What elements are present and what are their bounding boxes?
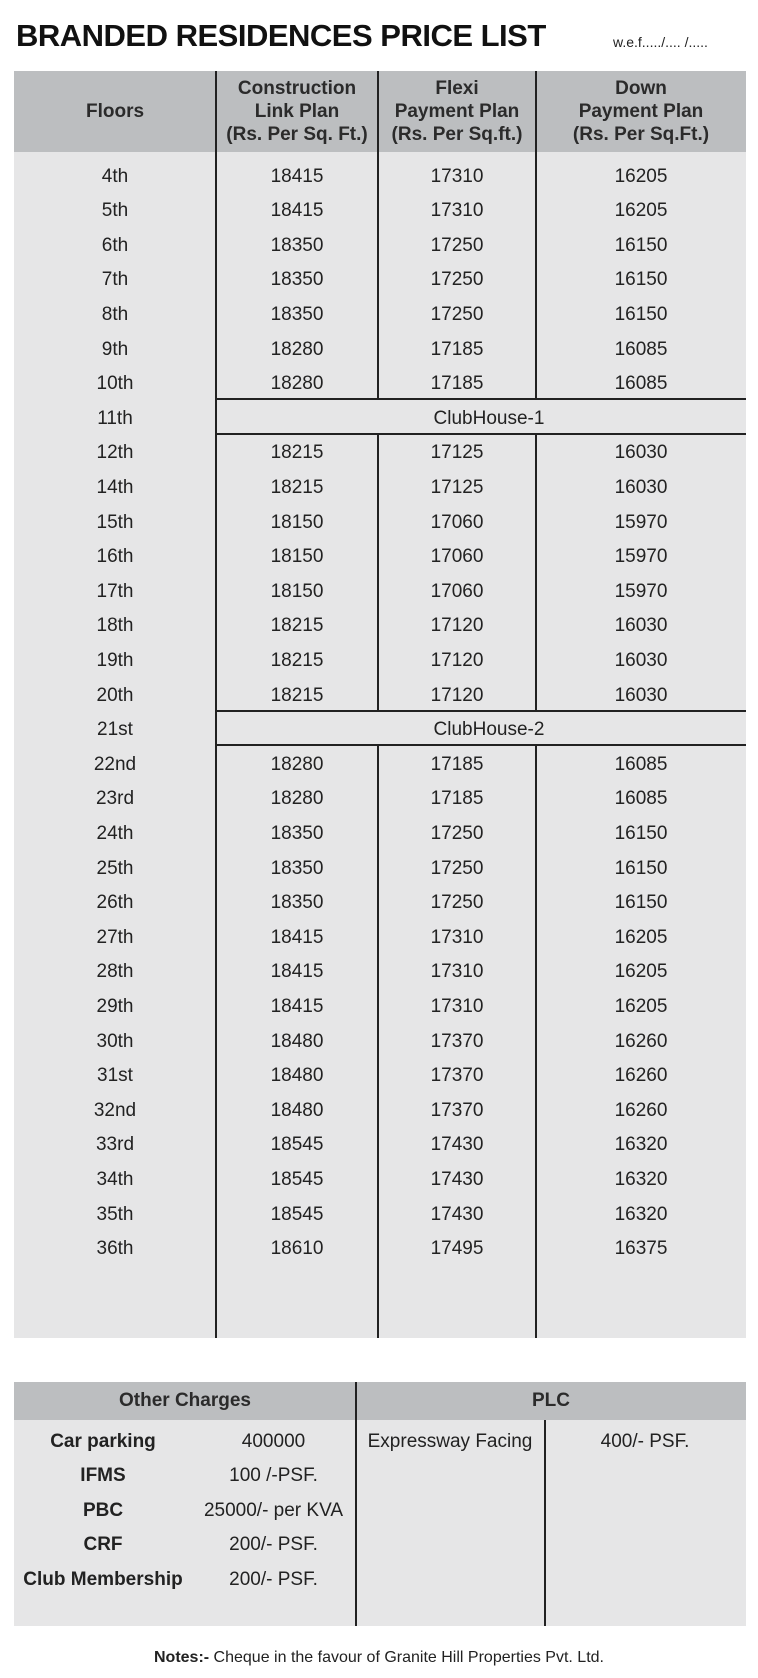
clubhouse-row [14, 400, 746, 437]
clubhouse-row [14, 712, 746, 749]
column-divider [215, 71, 217, 1338]
notes-label: Notes:- [154, 1649, 210, 1666]
price-cell: 17120 [430, 684, 484, 706]
charge-value: 100 /-PSF. [229, 1465, 318, 1486]
price-cell: 18350 [270, 269, 324, 291]
price-cell: 16030 [614, 684, 668, 706]
floor-cell: 20th [96, 684, 134, 706]
price-cell: 16205 [614, 961, 668, 983]
price-cell: 16150 [614, 892, 668, 914]
price-cell: 17250 [430, 857, 484, 879]
table-row [14, 262, 746, 299]
floor-cell: 34th [96, 1168, 134, 1190]
price-cell: 16150 [614, 303, 668, 325]
price-cell: 17125 [430, 442, 484, 464]
floor-cell: 29th [96, 995, 134, 1017]
price-cell: 16320 [614, 1134, 668, 1156]
table-row [14, 573, 746, 610]
price-cell: 17185 [430, 788, 484, 810]
price-cell: 18415 [270, 961, 324, 983]
column-header-line: (Rs. Per Sq. Ft.) [226, 124, 368, 145]
table-row [14, 504, 746, 541]
clubhouse-border [216, 744, 746, 746]
price-cell: 16085 [614, 753, 668, 775]
floor-cell: 8th [101, 303, 129, 325]
table-row [14, 158, 746, 195]
floor-cell: 6th [101, 234, 129, 256]
floor-cell: 24th [96, 822, 134, 844]
price-table [14, 71, 746, 1338]
table-row [14, 1058, 746, 1095]
price-cell: 17250 [430, 892, 484, 914]
price-cell: 18415 [270, 926, 324, 948]
floor-cell: 14th [96, 476, 134, 498]
plc-label: Expressway Facing [367, 1430, 533, 1452]
floor-cell: 21st [97, 719, 133, 741]
charges-header [14, 1382, 746, 1420]
table-row [14, 539, 746, 576]
floor-cell: 27th [96, 926, 134, 948]
clubhouse-border [216, 433, 746, 435]
notes [0, 1649, 758, 1667]
price-cell: 16260 [614, 1099, 668, 1121]
price-cell: 18280 [270, 753, 324, 775]
price-cell: 17370 [430, 1030, 484, 1052]
price-cell: 17185 [430, 338, 484, 360]
price-cell: 17060 [430, 511, 484, 533]
table-row [14, 815, 746, 852]
table-row [14, 677, 746, 714]
plc-row [356, 1423, 746, 1460]
price-cell: 17430 [430, 1203, 484, 1225]
price-cell: 16205 [614, 165, 668, 187]
charge-row [14, 1423, 356, 1460]
notes-text: Cheque in the favour of Granite Hill Properties Pvt. Ltd. [209, 1649, 604, 1666]
floor-cell: 36th [96, 1238, 134, 1260]
column-header-line: (Rs. Per Sq.ft.) [391, 124, 523, 145]
column-header-line: Link Plan [254, 101, 340, 122]
floor-cell: 25th [96, 857, 134, 879]
floor-cell: 35th [96, 1203, 134, 1225]
price-cell: 16030 [614, 649, 668, 671]
price-cell: 16260 [614, 1065, 668, 1087]
price-cell: 17370 [430, 1065, 484, 1087]
wef-date: w.e.f...../.... /..... [613, 34, 708, 50]
column-header [216, 71, 378, 152]
price-cell: 16030 [614, 476, 668, 498]
floor-cell: 12th [96, 442, 134, 464]
charge-label: Club Membership [23, 1568, 183, 1590]
price-cell: 16375 [614, 1238, 668, 1260]
floor-cell: 31st [97, 1065, 133, 1087]
price-cell: 17185 [430, 753, 484, 775]
price-cell: 15970 [614, 546, 668, 568]
clubhouse-border [216, 710, 746, 712]
table-row [14, 469, 746, 506]
column-header [536, 71, 746, 152]
column-header-line: Payment Plan [578, 101, 704, 122]
price-cell: 15970 [614, 511, 668, 533]
page-title: BRANDED RESIDENCES PRICE LIST [16, 18, 546, 53]
price-cell: 17310 [430, 165, 484, 187]
price-cell: 18150 [270, 546, 324, 568]
price-cell: 18545 [270, 1168, 324, 1190]
charge-value: 200/- PSF. [229, 1568, 318, 1590]
price-cell: 17185 [430, 373, 484, 395]
table-row [14, 366, 746, 403]
floor-cell: 18th [96, 615, 134, 637]
price-cell: 18480 [270, 1099, 324, 1121]
charge-label: Car parking [50, 1430, 156, 1452]
floor-cell: 17th [96, 580, 134, 602]
floor-cell: 32nd [93, 1099, 137, 1121]
price-cell: 16030 [614, 442, 668, 464]
price-cell: 15970 [614, 580, 668, 602]
table-row [14, 1231, 746, 1268]
column-header-line: Flexi [435, 78, 479, 99]
floor-cell: 33rd [95, 1134, 135, 1156]
floor-cell: 11th [97, 407, 133, 429]
charge-label: CRF [83, 1534, 123, 1555]
table-row [14, 1196, 746, 1233]
column-divider [377, 71, 379, 399]
floor-cell: 9th [101, 338, 129, 360]
floor-cell: 15th [96, 511, 134, 533]
charge-row [14, 1561, 356, 1598]
price-cell: 16150 [614, 822, 668, 844]
floor-cell: 19th [96, 649, 134, 671]
price-cell: 18150 [270, 511, 324, 533]
price-cell: 16205 [614, 995, 668, 1017]
clubhouse-label: ClubHouse-2 [433, 719, 545, 741]
price-cell: 17310 [430, 961, 484, 983]
column-header-line: (Rs. Per Sq.Ft.) [572, 124, 710, 145]
price-cell: 17125 [430, 476, 484, 498]
price-cell: 18415 [270, 165, 324, 187]
column-divider [377, 434, 379, 711]
price-cell: 18480 [270, 1065, 324, 1087]
floor-cell: 22nd [93, 753, 137, 775]
price-cell: 17370 [430, 1099, 484, 1121]
charge-row [14, 1527, 356, 1564]
clubhouse-border [216, 398, 746, 400]
column-divider [535, 434, 537, 711]
table-header [14, 71, 746, 152]
table-row [14, 1161, 746, 1198]
price-cell: 17430 [430, 1134, 484, 1156]
table-row [14, 781, 746, 818]
price-cell: 18350 [270, 857, 324, 879]
price-cell: 17250 [430, 822, 484, 844]
table-row [14, 642, 746, 679]
floor-cell: 4th [101, 165, 129, 187]
other-charges-title: Other Charges [119, 1390, 251, 1411]
price-cell: 17060 [430, 580, 484, 602]
price-cell: 18545 [270, 1134, 324, 1156]
price-cell: 16085 [614, 373, 668, 395]
price-cell: 17120 [430, 615, 484, 637]
clubhouse-label: ClubHouse-1 [433, 407, 545, 429]
column-header-line: Floors [85, 101, 145, 122]
price-cell: 17060 [430, 546, 484, 568]
price-cell: 16150 [614, 234, 668, 256]
floor-cell: 10th [96, 373, 134, 395]
table-row [14, 227, 746, 264]
floor-cell: 28th [96, 961, 134, 983]
column-header [378, 71, 536, 152]
price-cell: 18280 [270, 373, 324, 395]
plc-title: PLC [532, 1390, 570, 1411]
charge-row [14, 1492, 356, 1529]
charge-value: 200/- PSF. [229, 1534, 318, 1555]
price-cell: 16320 [614, 1203, 668, 1225]
table-row [14, 988, 746, 1025]
price-cell: 18215 [270, 684, 324, 706]
table-row [14, 1023, 746, 1060]
price-cell: 18415 [270, 200, 324, 222]
price-cell: 17495 [430, 1238, 484, 1260]
floor-cell: 7th [101, 269, 129, 291]
table-row [14, 331, 746, 368]
charge-label: PBC [82, 1499, 124, 1521]
price-cell: 17310 [430, 926, 484, 948]
price-cell: 18215 [270, 615, 324, 637]
price-cell: 16205 [614, 926, 668, 948]
price-cell: 17310 [430, 200, 484, 222]
table-row [14, 435, 746, 472]
price-cell: 18350 [270, 822, 324, 844]
price-cell: 16030 [614, 615, 668, 637]
charge-value: 400000 [241, 1430, 306, 1452]
price-cell: 18610 [270, 1238, 324, 1260]
price-cell: 16320 [614, 1168, 668, 1190]
price-cell: 16150 [614, 269, 668, 291]
price-cell: 17250 [430, 269, 484, 291]
charge-value: 25000/- per KVA [203, 1499, 344, 1521]
price-cell: 18280 [270, 338, 324, 360]
floor-cell: 5th [101, 200, 129, 222]
price-cell: 18480 [270, 1030, 324, 1052]
floor-cell: 26th [96, 892, 134, 914]
table-row [14, 850, 746, 887]
column-header-line: Construction [237, 78, 357, 99]
price-cell: 17120 [430, 649, 484, 671]
floor-cell: 30th [96, 1030, 134, 1052]
column-divider [535, 71, 537, 399]
column-header-line: Payment Plan [394, 101, 520, 122]
price-cell: 16085 [614, 788, 668, 810]
table-row [14, 919, 746, 956]
price-cell: 18215 [270, 442, 324, 464]
price-cell: 18350 [270, 234, 324, 256]
table-row [14, 608, 746, 645]
charges-table [14, 1382, 746, 1626]
charge-label: IFMS [80, 1465, 126, 1486]
table-row [14, 1092, 746, 1129]
table-row [14, 954, 746, 991]
price-cell: 16205 [614, 200, 668, 222]
price-cell: 18280 [270, 788, 324, 810]
charge-row [14, 1458, 356, 1495]
table-row [14, 1127, 746, 1164]
column-header [14, 71, 216, 152]
price-cell: 16085 [614, 338, 668, 360]
price-cell: 18545 [270, 1203, 324, 1225]
price-cell: 18215 [270, 649, 324, 671]
table-row [14, 746, 746, 783]
price-cell: 17430 [430, 1168, 484, 1190]
table-row [14, 885, 746, 922]
table-row [14, 193, 746, 230]
column-divider [535, 745, 537, 1338]
price-cell: 18215 [270, 476, 324, 498]
price-cell: 18350 [270, 892, 324, 914]
header [16, 18, 758, 58]
column-divider [377, 745, 379, 1338]
floor-cell: 23rd [95, 788, 135, 810]
price-cell: 17250 [430, 234, 484, 256]
price-cell: 16150 [614, 857, 668, 879]
price-cell: 18415 [270, 995, 324, 1017]
price-cell: 16260 [614, 1030, 668, 1052]
floor-cell: 16th [96, 546, 134, 568]
price-cell: 18350 [270, 303, 324, 325]
plc-value: 400/- PSF. [600, 1430, 690, 1452]
column-header-line: Down [615, 78, 667, 99]
price-cell: 18150 [270, 580, 324, 602]
table-row [14, 296, 746, 333]
price-cell: 17310 [430, 995, 484, 1017]
price-cell: 17250 [430, 303, 484, 325]
